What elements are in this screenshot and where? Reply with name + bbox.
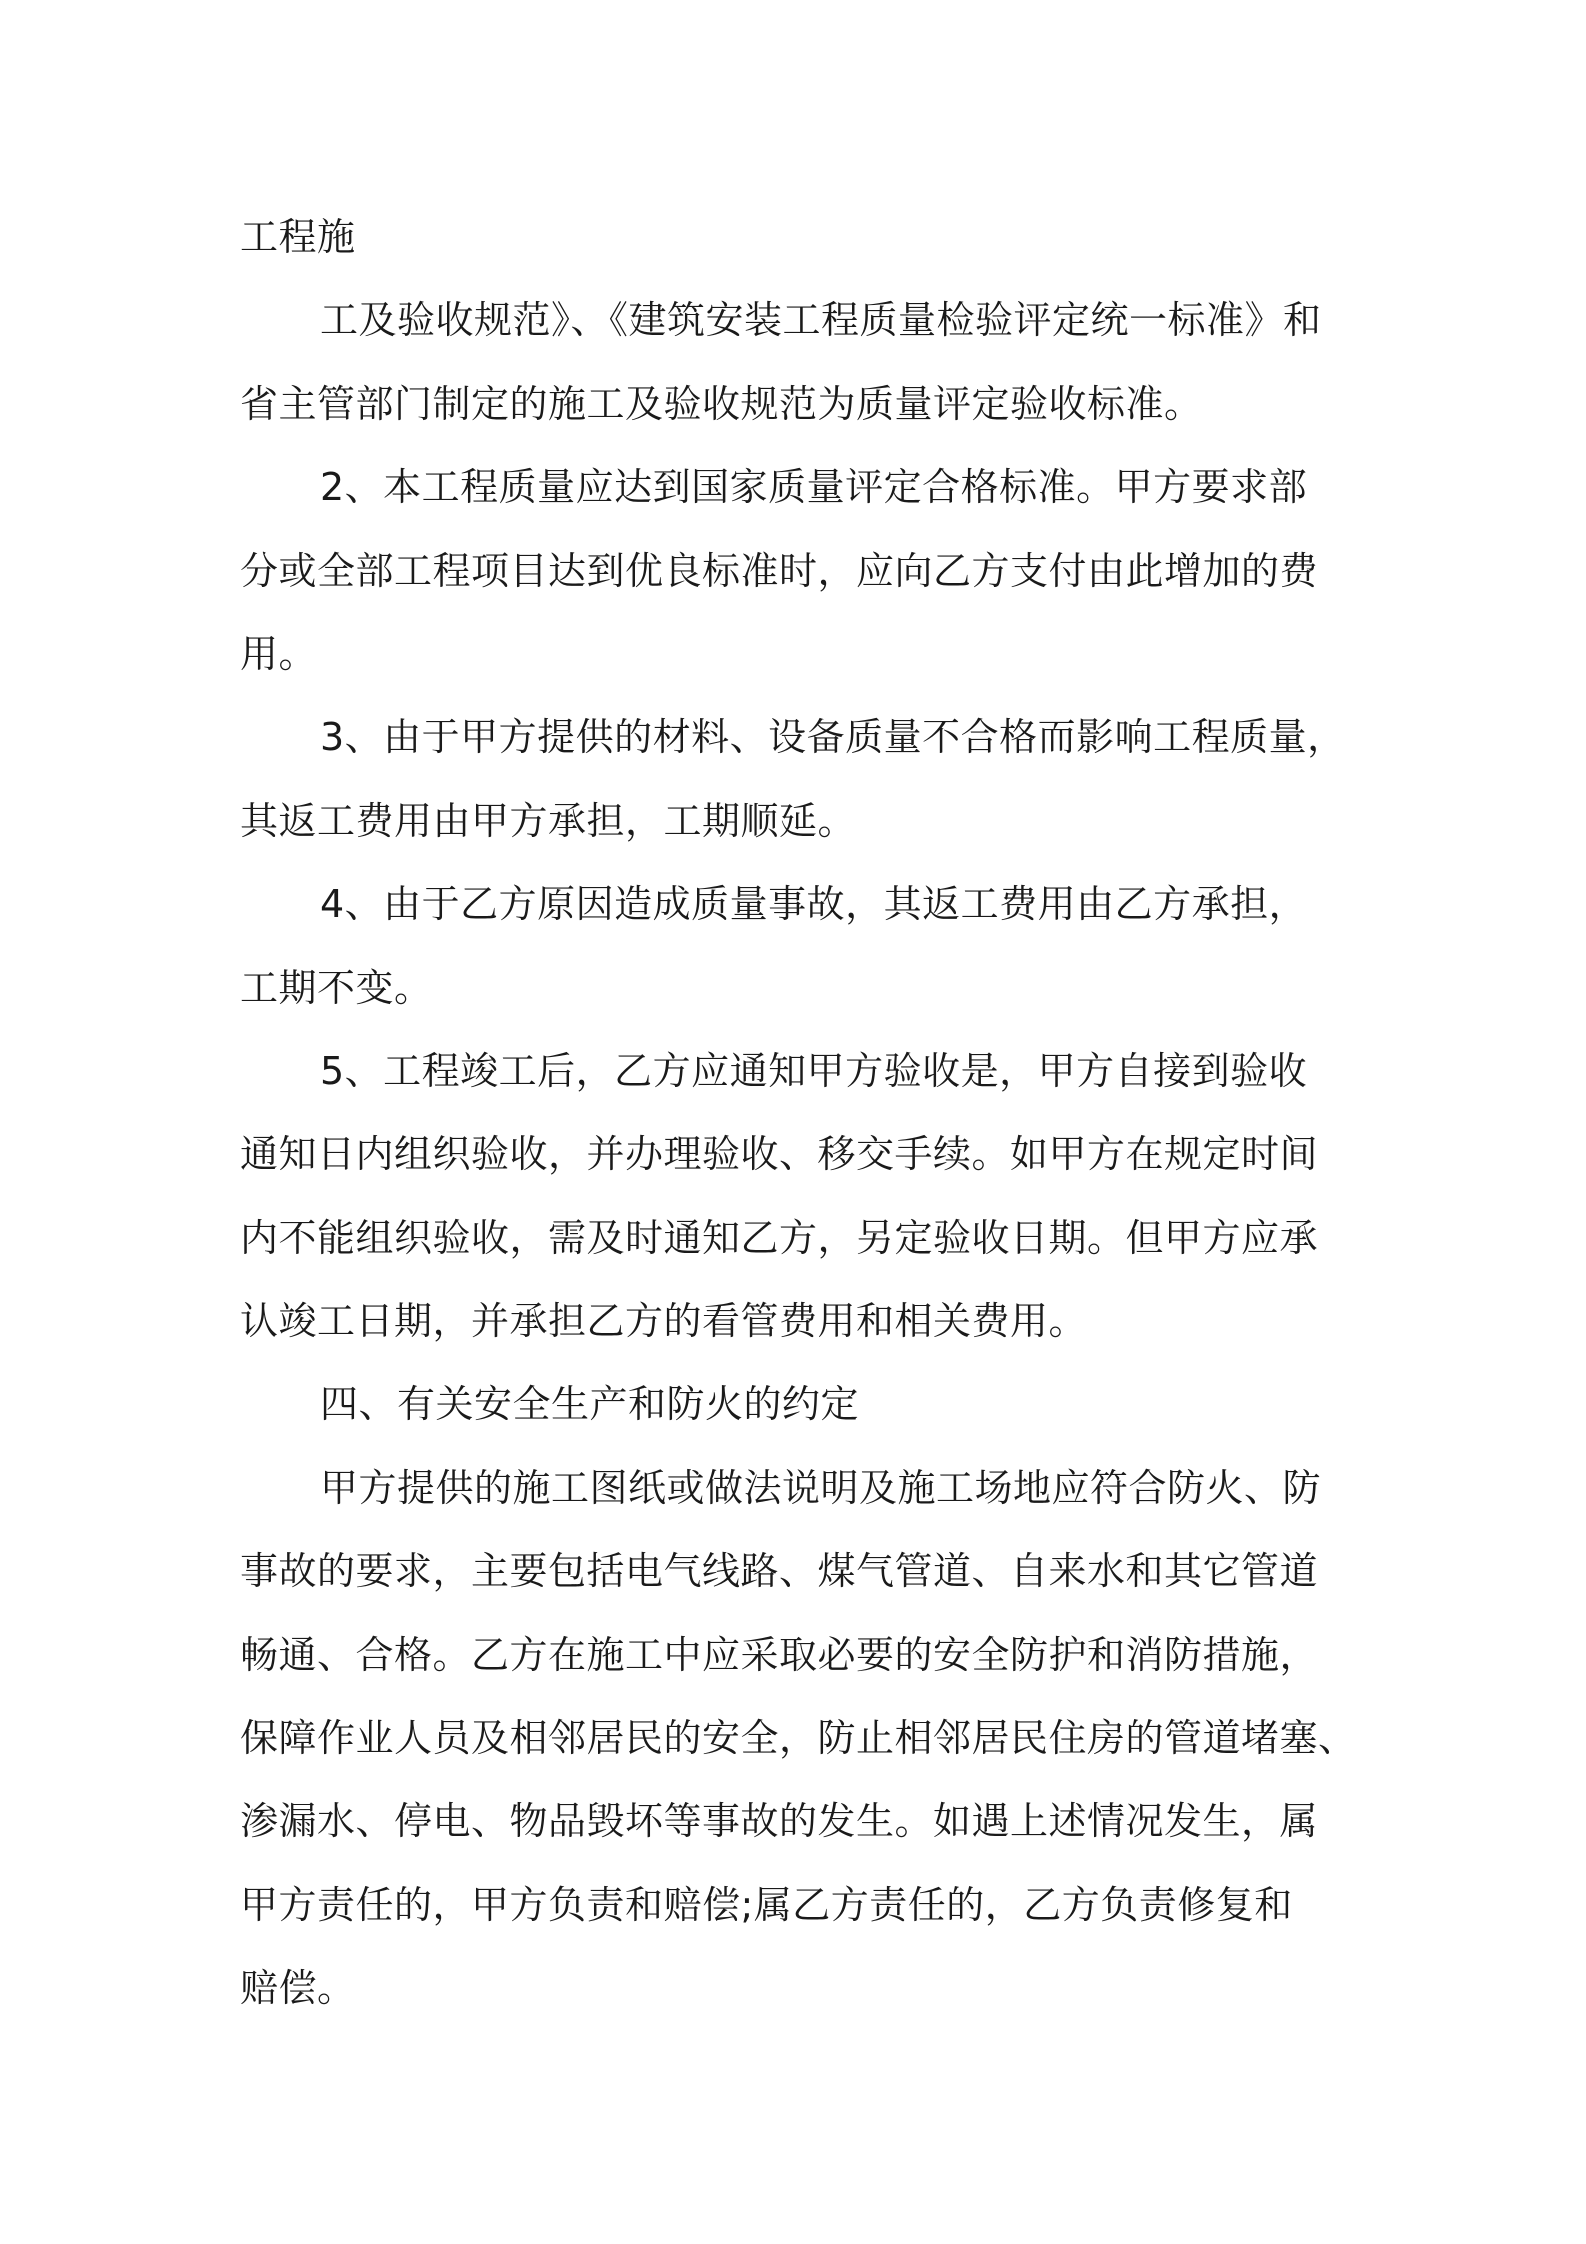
text-line: 3、由于甲方提供的材料、设备质量不合格而影响工程质量， bbox=[320, 715, 1346, 760]
text-line: 内不能组织验收，需及时通知乙方，另定验收日期。但甲方应承 bbox=[240, 1215, 1319, 1260]
text-line: 5、工程竣工后，乙方应通知甲方验收是，甲方自接到验收 bbox=[320, 1048, 1308, 1093]
text-line: 保障作业人员及相邻居民的安全，防止相邻居民住房的管道堵塞、 bbox=[240, 1716, 1357, 1761]
text-line: 工程施 bbox=[240, 215, 356, 259]
text-line: 分或全部工程项目达到优良标准时，应向乙方支付由此增加的费 bbox=[240, 548, 1319, 593]
text-line: 省主管部门制定的施工及验收规范为质量评定验收标准。 bbox=[240, 381, 1203, 426]
document-body bbox=[240, 196, 1380, 2031]
section-heading: 四、有关安全生产和防火的约定 bbox=[320, 1382, 860, 1427]
text-line: 事故的要求，主要包括电气线路、煤气管道、自来水和其它管道 bbox=[240, 1549, 1319, 1594]
text-line: 畅通、合格。乙方在施工中应采取必要的安全防护和消防措施， bbox=[240, 1632, 1319, 1677]
text-line: 用。 bbox=[240, 631, 318, 676]
text-line: 工期不变。 bbox=[240, 965, 433, 1010]
text-line: 甲方责任的，甲方负责和赔偿;属乙方责任的，乙方负责修复和 bbox=[240, 1882, 1293, 1927]
text-line: 甲方提供的施工图纸或做法说明及施工场地应符合防火、防 bbox=[320, 1465, 1322, 1510]
text-line: 赔偿。 bbox=[240, 1966, 356, 2011]
text-line: 2、本工程质量应达到国家质量评定合格标准。甲方要求部 bbox=[320, 465, 1308, 510]
text-line: 通知日内组织验收，并办理验收、移交手续。如甲方在规定时间 bbox=[240, 1132, 1319, 1177]
text-line: 工及验收规范》、《建筑安装工程质量检验评定统一标准》和 bbox=[320, 298, 1322, 343]
text-line: 渗漏水、停电、物品毁坏等事故的发生。如遇上述情况发生，属 bbox=[240, 1799, 1319, 1844]
text-line: 4、由于乙方原因造成质量事故，其返工费用由乙方承担， bbox=[320, 882, 1308, 927]
text-line: 其返工费用由甲方承担，工期顺延。 bbox=[240, 798, 857, 843]
text-line: 认竣工日期，并承担乙方的看管费用和相关费用。 bbox=[240, 1299, 1088, 1344]
